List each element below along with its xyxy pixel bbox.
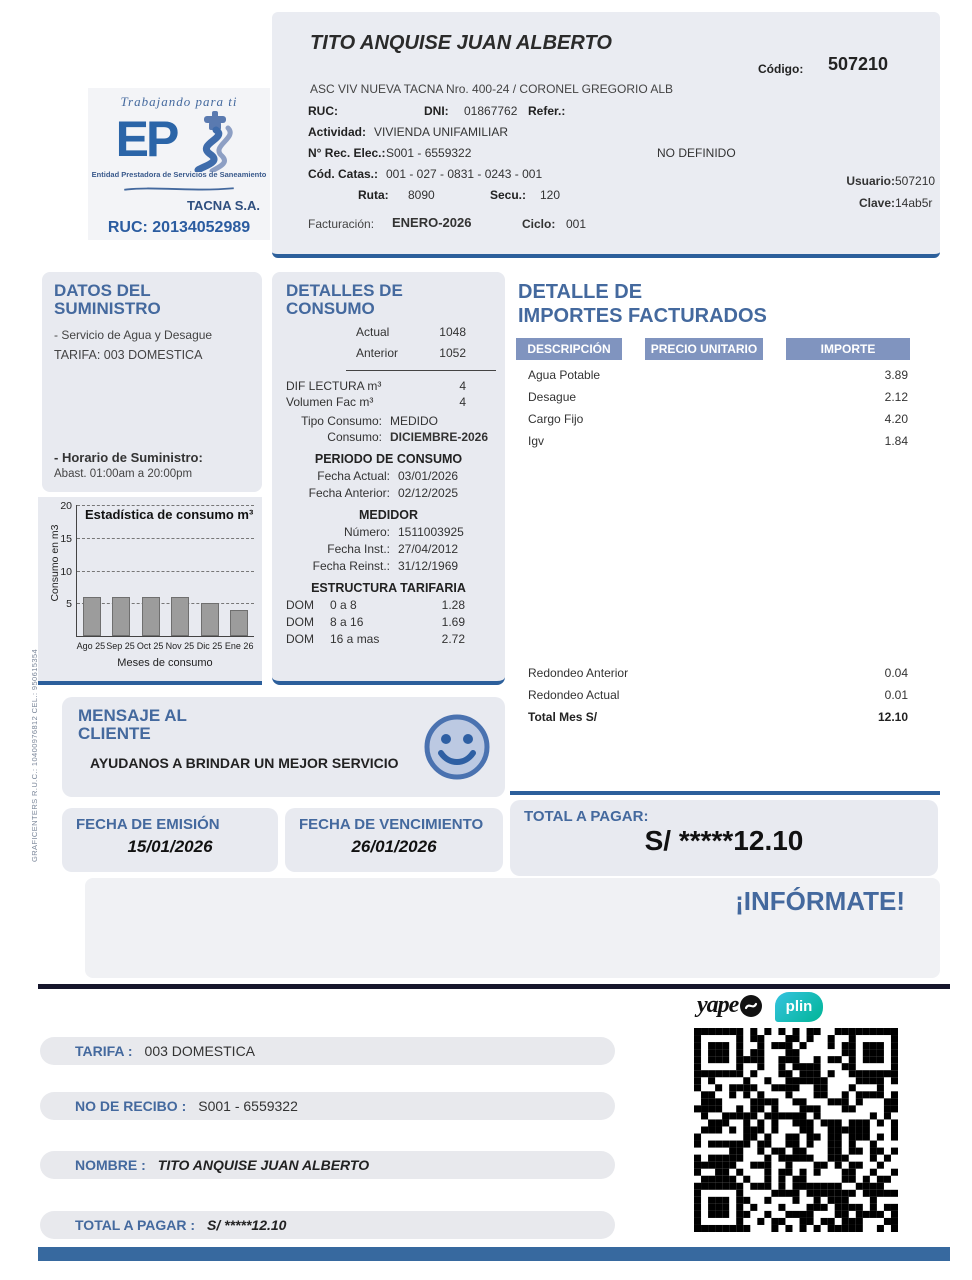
ciclo-value: 001 — [566, 217, 587, 231]
clave-line — [858, 196, 933, 210]
plin-logo: plin — [775, 992, 823, 1022]
header-descripcion: DESCRIPCIÓN — [516, 338, 622, 360]
importe-value: 4.20 — [884, 412, 908, 426]
customer-address: ASC VIV NUEVA TACNA Nro. 400-24 / CORONEL GREGORIO ALB — [310, 82, 674, 96]
total-mes-value: 12.10 — [877, 710, 908, 724]
footer-tarifa-label: TARIFA : — [75, 1043, 133, 1059]
footer-row-total — [40, 1211, 615, 1239]
tarifa-tipo: DOM — [286, 597, 314, 612]
fecha-emision-value: 15/01/2026 — [127, 837, 213, 856]
informate-band — [85, 878, 940, 978]
company-ruc: RUC: 20134052989 — [107, 219, 251, 236]
tarifa-precio: 1.28 — [441, 597, 465, 612]
anterior-value: 1052 — [439, 345, 466, 360]
tarifa-line: TARIFA: 003 DOMESTICA — [54, 347, 203, 362]
chart-y-axis-label: Consumo en m3 — [49, 524, 61, 602]
mensaje-cliente-section — [62, 697, 505, 797]
vol-label: Volumen Fac m³ — [286, 394, 374, 409]
company-name: TACNA S.A. — [187, 198, 260, 213]
ytick-5: 5 — [66, 598, 72, 611]
fecha-emision-label: FECHA DE EMISIÓN — [76, 816, 220, 833]
rec-elec-value: S001 - 6559322 — [386, 146, 472, 160]
tarifa-rango: 0 a 8 — [330, 597, 357, 612]
total-pagar-label: TOTAL A PAGAR: — [524, 808, 649, 825]
xtick-ene26: Ene 26 — [224, 641, 254, 651]
fecha-vencimiento-label: FECHA DE VENCIMIENTO — [299, 816, 484, 833]
bar-ene26 — [230, 610, 248, 636]
tipo-consumo-label: Tipo Consumo: — [301, 413, 382, 428]
cod-catas-value: 001 - 027 - 0831 - 0243 - 001 — [386, 167, 543, 181]
ciclo-label: Ciclo: — [522, 217, 556, 231]
fecha-inst-value: 27/04/2012 — [398, 541, 459, 556]
fecha-anterior-label: Fecha Anterior: — [308, 485, 390, 500]
importes-facturados-section — [510, 280, 940, 795]
vol-value: 4 — [459, 394, 466, 409]
ytick-20: 20 — [60, 500, 72, 512]
importe-value: 3.89 — [884, 368, 908, 382]
chart-bars — [77, 505, 254, 636]
yape-logo-text: yape — [697, 992, 739, 1018]
dif-value: 4 — [459, 378, 466, 393]
importe-row — [510, 368, 940, 382]
xtick-sep25: Sep 25 — [106, 641, 135, 651]
chart-plot-area — [60, 500, 254, 637]
importes-rows — [510, 368, 940, 448]
fecha-reinst-value: 31/12/1969 — [398, 558, 459, 573]
redondeo-anterior-row — [510, 666, 940, 680]
anterior-label: Anterior — [356, 345, 399, 360]
tarifa-rango: 16 a mas — [330, 631, 380, 646]
tarifa-tipo: DOM — [286, 614, 314, 629]
importe-row — [510, 434, 940, 448]
codigo-value: 507210 — [828, 54, 889, 74]
account-header — [272, 12, 940, 258]
bar-sep25 — [112, 597, 130, 636]
redondeo-actual-label: Redondeo Actual — [528, 688, 620, 702]
tarifa-precio: 1.69 — [441, 614, 465, 629]
xtick-dic25: Dic 25 — [196, 641, 223, 651]
dif-label: DIF LECTURA m³ — [286, 378, 382, 393]
horario-label: - Horario de Suministro: — [54, 449, 203, 465]
bar-nov25 — [171, 597, 189, 636]
fecha-actual-label: Fecha Actual: — [317, 468, 390, 483]
fecha-inst-label: Fecha Inst.: — [327, 541, 390, 556]
tarifa-row — [286, 632, 491, 646]
importes-title — [510, 280, 940, 328]
ruta-label: Ruta: — [358, 188, 389, 202]
usuario-line — [846, 174, 936, 188]
actual-label: Actual — [356, 324, 390, 339]
reading-divider — [346, 370, 496, 371]
tipo-consumo-value: MEDIDO — [390, 413, 438, 428]
chart-x-ticks — [76, 641, 254, 651]
footer-nombre-value: TITO ANQUISE JUAN ALBERTO — [157, 1157, 370, 1173]
consumption-chart — [38, 497, 262, 685]
numero-value: 1511003925 — [398, 524, 464, 539]
facturacion-label: Facturación: — [308, 217, 375, 231]
refer-label: Refer.: — [528, 104, 566, 118]
chart-x-axis-label: Meses de consumo — [117, 657, 213, 669]
footer-row-nombre — [40, 1151, 615, 1179]
fecha-vencimiento-value: 26/01/2026 — [351, 837, 437, 856]
consumo-label: Consumo: — [327, 429, 382, 444]
datos-suministro-section — [42, 272, 262, 492]
importe-desc: Agua Potable — [528, 368, 601, 382]
footer-recibo-value: S001 - 6559322 — [198, 1098, 298, 1114]
cod-catas-label: Cód. Catas.: — [308, 167, 379, 181]
mensaje-title: MENSAJE AL CLIENTE — [78, 706, 187, 743]
logo-subtitle: Entidad Prestadora de Servicios de Saneamiento — [91, 170, 267, 179]
redondeo-anterior-value: 0.04 — [884, 666, 908, 680]
numero-label: Número: — [343, 524, 390, 539]
tarifa-row — [286, 598, 491, 612]
bar-ago25 — [83, 597, 101, 636]
tarifa-row — [286, 615, 491, 629]
importe-row — [510, 412, 940, 426]
total-pagar-value: S/ *****12.10 — [644, 825, 804, 856]
importe-value: 1.84 — [884, 434, 908, 448]
usuario-value: 507210 — [895, 174, 936, 188]
xtick-nov25: Nov 25 — [165, 641, 195, 651]
fecha-anterior-value: 02/12/2025 — [398, 485, 459, 500]
importe-desc: Desague — [528, 390, 577, 404]
actual-value: 1048 — [439, 324, 466, 339]
codigo-label: Código: — [758, 62, 804, 76]
importes-title-line1: DETALLE DE — [518, 281, 643, 303]
detalles-title: DETALLES DE CONSUMO — [286, 281, 403, 318]
datos-title: DATOS DEL SUMINISTRO — [54, 281, 161, 318]
footer-total-label: TOTAL A PAGAR : — [75, 1217, 196, 1233]
ytick-15: 15 — [60, 532, 72, 545]
printer-credit-vertical-text: GRAFICENTERS R.U.C.: 10400976812 CEL.: 950615354 — [30, 648, 39, 862]
importes-title-line2: IMPORTES FACTURADOS — [518, 305, 767, 327]
company-logo-block — [88, 88, 270, 240]
yape-badge-icon — [740, 995, 762, 1017]
importes-table-header — [510, 338, 940, 360]
footer-row-recibo — [40, 1092, 615, 1120]
actividad-value: VIVIENDA UNIFAMILIAR — [374, 125, 509, 139]
importe-value: 2.12 — [884, 390, 908, 404]
bar-oct25 — [142, 597, 160, 636]
logo-tagline: Trabajando para ti — [120, 94, 238, 109]
section-divider-bar — [38, 984, 950, 989]
usuario-label: Usuario: — [846, 174, 895, 188]
clave-label: Clave: — [858, 196, 895, 210]
secu-value: 120 — [540, 188, 561, 202]
bottom-blue-bar — [38, 1247, 950, 1261]
medidor-title: MEDIDOR — [358, 507, 419, 522]
header-importe: IMPORTE — [786, 338, 910, 360]
water-faucet-icon — [176, 110, 242, 177]
tarifa-precio: 2.72 — [441, 631, 465, 646]
footer-total-value: S/ *****12.10 — [207, 1217, 287, 1233]
dni-label: DNI: — [424, 104, 449, 118]
mensaje-text: AYUDANOS A BRINDAR UN MEJOR SERVICIO — [90, 754, 399, 771]
bar-dic25 — [201, 603, 219, 636]
consumo-value: DICIEMBRE-2026 — [390, 429, 489, 444]
header-precio-unitario: PRECIO UNITARIO — [645, 338, 763, 360]
chart-title: Estadística de consumo m³ — [85, 507, 254, 522]
yape-logo — [697, 992, 762, 1019]
logo-swoosh — [104, 186, 254, 192]
clave-value: 14ab5r — [895, 196, 933, 210]
periodo-title: PERIODO DE CONSUMO — [314, 451, 463, 466]
smiley-face-icon — [423, 713, 491, 786]
footer-nombre-label: NOMBRE : — [75, 1157, 146, 1173]
xtick-oct25: Oct 25 — [136, 641, 164, 651]
redondeo-actual-row — [510, 688, 940, 702]
ruc-label: RUC: — [308, 104, 338, 118]
dni-value: 01867762 — [464, 104, 518, 118]
actividad-label: Actividad: — [308, 125, 367, 139]
no-definido: NO DEFINIDO — [657, 146, 736, 160]
eps-logo-text: EP — [115, 111, 177, 167]
fecha-actual-value: 03/01/2026 — [398, 468, 459, 483]
footer-row-tarifa — [40, 1037, 615, 1065]
horario-value: Abast. 01:00am a 20:00pm — [54, 467, 193, 480]
tarifa-rango: 8 a 16 — [330, 614, 364, 629]
redondeo-block — [510, 658, 940, 724]
fecha-vencimiento-box — [285, 808, 503, 872]
total-pagar-box — [510, 800, 938, 876]
redondeo-actual-value: 0.01 — [884, 688, 908, 702]
fecha-reinst-label: Fecha Reinst.: — [312, 558, 390, 573]
customer-name: TITO ANQUISE JUAN ALBERTO — [310, 32, 612, 54]
secu-label: Secu.: — [490, 188, 527, 202]
payment-qr-code — [694, 1028, 898, 1232]
footer-recibo-label: NO DE RECIBO : — [75, 1098, 187, 1114]
importe-row — [510, 390, 940, 404]
total-mes-label: Total Mes S/ — [528, 710, 598, 724]
redondeo-anterior-label: Redondeo Anterior — [528, 666, 629, 680]
footer-tarifa-value: 003 DOMESTICA — [144, 1043, 256, 1059]
ytick-10: 10 — [60, 565, 72, 578]
facturacion-value: ENERO-2026 — [392, 215, 472, 230]
xtick-ago25: Ago 25 — [76, 641, 106, 651]
estructura-title: ESTRUCTURA TARIFARIA — [311, 580, 466, 595]
rec-elec-label: N° Rec. Elec.: — [308, 146, 386, 160]
tarifa-tipo: DOM — [286, 631, 314, 646]
total-mes-row — [510, 710, 940, 724]
importe-desc: Igv — [528, 434, 545, 448]
informate-text: ¡INFÓRMATE! — [735, 886, 905, 916]
importe-desc: Cargo Fijo — [528, 412, 584, 426]
detalles-consumo-section — [272, 272, 505, 685]
fecha-emision-box — [62, 808, 278, 872]
servicio-line: - Servicio de Agua y Desague — [54, 327, 213, 342]
ruta-value: 8090 — [408, 188, 435, 202]
